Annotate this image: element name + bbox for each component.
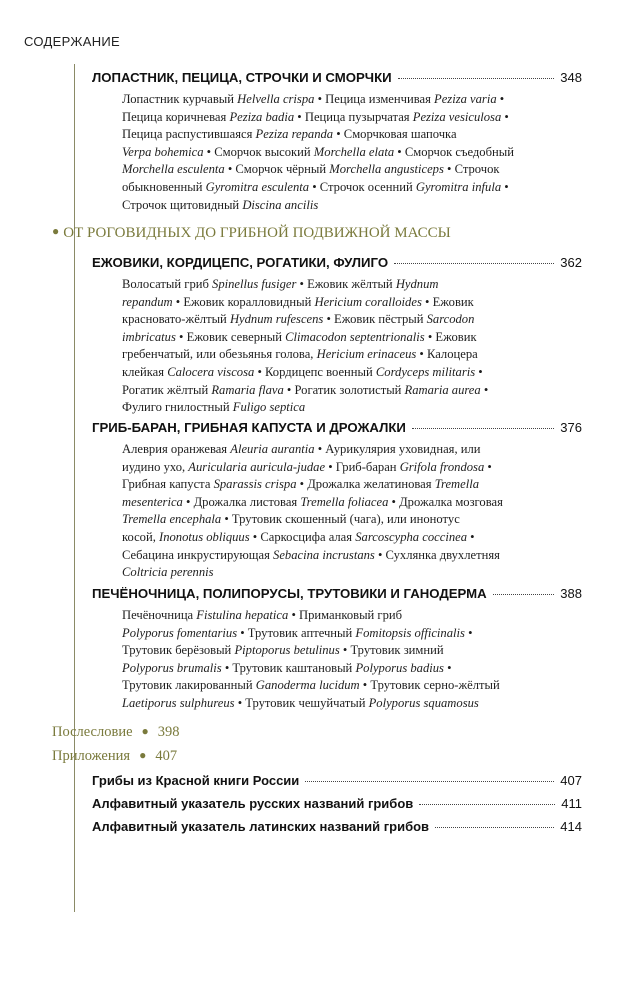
russian-text: Рогатик жёлтый xyxy=(122,382,212,397)
russian-text: обыкновенный xyxy=(122,179,206,194)
latin-name: Morchella angusticeps xyxy=(329,162,444,177)
dot-leader xyxy=(493,594,555,595)
chapter-description xyxy=(122,276,562,417)
chapter-description xyxy=(122,607,562,713)
latin-name: Climacodon septentrionalis xyxy=(285,329,425,344)
russian-text: • xyxy=(480,382,489,397)
description-line xyxy=(122,294,562,312)
russian-text: • Приманковый гриб xyxy=(288,608,403,622)
russian-text: • Строчок xyxy=(443,162,500,177)
description-line xyxy=(122,529,562,547)
appendices-page: 407 xyxy=(155,748,178,764)
russian-text: • Рогатик золотистый xyxy=(283,382,405,397)
description-line xyxy=(122,197,562,215)
latin-name: Inonotus obliquus xyxy=(159,529,250,544)
latin-name: Peziza repanda xyxy=(255,127,334,142)
russian-text: • Дрожалка листовая xyxy=(182,494,301,509)
latin-name: Tremella encephala xyxy=(122,512,222,527)
latin-name: Sarcodon xyxy=(426,312,475,327)
latin-name: Tremella xyxy=(434,477,480,492)
russian-text: иудино ухо, xyxy=(122,459,189,474)
russian-text: Пецица коричневая xyxy=(122,109,230,124)
latin-name: Polyporus badius xyxy=(355,660,444,675)
appendix-title: Алфавитный указатель русских названий грибов xyxy=(92,796,414,811)
russian-text: • xyxy=(501,179,509,194)
russian-text: красновато-жёлтый xyxy=(122,312,230,327)
dot-leader xyxy=(419,804,555,805)
russian-text: • Ежовик коралловидный xyxy=(172,294,315,309)
latin-name: Piptoporus betulinus xyxy=(234,643,340,658)
russian-text: • xyxy=(475,364,483,379)
russian-text: • Трутовик скошенный (чага), или инонотус xyxy=(221,512,460,527)
latin-name: Polyporus squamosus xyxy=(368,695,479,710)
latin-name: Laetiporus sulphureus xyxy=(122,695,235,710)
russian-text: косой, xyxy=(122,529,160,544)
section-title: ОТ РОГОВИДНЫХ ДО ГРИБНОЙ ПОДВИЖНОЙ МАССЫ xyxy=(63,225,451,241)
russian-text: • xyxy=(443,660,452,675)
russian-text: • Кордицепс военный xyxy=(254,364,376,379)
russian-text: • Ежовик пёстрый xyxy=(323,312,427,327)
description-line xyxy=(122,459,562,477)
latin-name: Ramaria flava xyxy=(211,382,284,397)
russian-text: • xyxy=(496,92,505,106)
latin-name: Grifola frondosa xyxy=(399,459,485,474)
russian-text: • Ежовик xyxy=(424,329,477,344)
latin-name: Verpa bohemica xyxy=(122,144,204,159)
russian-text: • Ежовик северный xyxy=(175,329,286,344)
latin-name: Peziza badia xyxy=(229,109,295,124)
russian-text: Лопастник курчавый xyxy=(122,92,238,106)
chapter-title: ПЕЧЁНОЧНИЦА, ПОЛИПОРУСЫ, ТРУТОВИКИ И ГАНОДЕРМА xyxy=(92,586,487,601)
description-line xyxy=(122,494,562,512)
latin-name: Ramaria aurea xyxy=(404,382,481,397)
description-line xyxy=(122,276,562,294)
latin-name: Coltricia perennis xyxy=(122,565,214,580)
latin-name: Fuligo septica xyxy=(232,400,306,415)
latin-name: Tremella foliacea xyxy=(300,494,389,509)
russian-text: Трутовик берёзовый xyxy=(122,643,235,658)
description-line xyxy=(122,126,562,144)
description-line xyxy=(122,695,562,713)
russian-text: Алеврия оранжевая xyxy=(122,442,231,456)
description-line xyxy=(122,179,562,197)
russian-text: • Пецица изменчивая xyxy=(314,92,435,106)
chapter-description xyxy=(122,91,562,214)
russian-text: клейкая xyxy=(122,364,168,379)
chapter-page: 388 xyxy=(560,586,582,601)
description-line xyxy=(122,511,562,529)
chapter-title: ЕЖОВИКИ, КОРДИЦЕПС, РОГАТИКИ, ФУЛИГО xyxy=(92,255,389,270)
description-line xyxy=(122,364,562,382)
russian-text: • Трутовик аптечный xyxy=(237,625,356,640)
toc-afterword[interactable] xyxy=(52,724,180,741)
russian-text: Грибная капуста xyxy=(122,477,214,492)
description-line xyxy=(122,329,562,347)
russian-text: • Строчок осенний xyxy=(309,179,416,194)
russian-text: • Сухлянка двухлетняя xyxy=(374,547,500,562)
description-line xyxy=(122,346,562,364)
latin-name: Cordyceps militaris xyxy=(375,364,476,379)
description-line xyxy=(122,399,562,417)
toc-appendix-russian-index[interactable] xyxy=(92,796,582,811)
section-heading xyxy=(52,224,451,242)
latin-name: Peziza vesiculosa xyxy=(412,109,502,124)
latin-name: Peziza varia xyxy=(434,92,497,106)
description-line xyxy=(122,476,562,494)
appendix-page: 411 xyxy=(561,796,582,811)
dot-leader xyxy=(398,78,555,79)
latin-name: Gyromitra esculenta xyxy=(205,179,310,194)
russian-text: • Калоцера xyxy=(416,347,478,362)
description-line xyxy=(122,677,562,695)
chapter-title: ГРИБ-БАРАН, ГРИБНАЯ КАПУСТА И ДРОЖАЛКИ xyxy=(92,420,406,435)
latin-name: Spinellus fusiger xyxy=(212,277,297,291)
appendix-title: Алфавитный указатель латинских названий грибов xyxy=(92,819,430,834)
chapter-page: 362 xyxy=(560,255,582,270)
toc-chapter-lopastnik[interactable] xyxy=(92,70,582,85)
russian-text: Волосатый гриб xyxy=(122,277,213,291)
afterword-label: Послесловие xyxy=(52,724,133,740)
description-line xyxy=(122,382,562,400)
latin-name: repandum xyxy=(122,294,173,309)
appendices-bullet: ● xyxy=(139,748,147,762)
dot-leader xyxy=(394,263,554,264)
latin-name: Hericium coralloides xyxy=(314,294,422,309)
description-line xyxy=(122,311,562,329)
russian-text: • xyxy=(501,109,509,124)
dot-leader xyxy=(435,827,554,828)
russian-text: • Гриб-баран xyxy=(325,459,400,474)
russian-text: • Сморчок чёрный xyxy=(224,162,330,177)
russian-text: • xyxy=(467,529,475,544)
toc-chapter-pechenochnitsa[interactable] xyxy=(92,586,582,601)
latin-name: Gyromitra infula xyxy=(415,179,502,194)
latin-name: Fomitopsis officinalis xyxy=(355,625,465,640)
latin-name: Helvella crispa xyxy=(237,92,315,106)
toc-chapter-ezhoviki[interactable] xyxy=(92,255,582,270)
latin-name: Sebacina incrustans xyxy=(273,547,375,562)
appendix-page: 414 xyxy=(560,819,582,834)
description-line xyxy=(122,91,562,109)
latin-name: Hydnum rufescens xyxy=(229,312,324,327)
afterword-bullet: ● xyxy=(141,724,149,738)
chapter-description xyxy=(122,441,562,582)
latin-name: Aleuria aurantia xyxy=(230,442,315,456)
toc-appendix-latin-index[interactable] xyxy=(92,819,582,834)
chapter-title: ЛОПАСТНИК, ПЕЦИЦА, СТРОЧКИ И СМОРЧКИ xyxy=(92,70,392,85)
latin-name: mesenterica xyxy=(122,494,183,509)
russian-text: • Трутовик каштановый xyxy=(221,660,356,675)
afterword-page: 398 xyxy=(157,724,180,740)
russian-text: • Сморчок высокий xyxy=(203,144,314,159)
latin-name: Auricularia auricula-judae xyxy=(188,459,326,474)
latin-name: Sarcoscypha coccinea xyxy=(355,529,468,544)
toc-chapter-grib-baran[interactable] xyxy=(92,420,582,435)
chapter-page: 376 xyxy=(560,420,582,435)
russian-text: Себацина инкрустирующая xyxy=(122,547,274,562)
latin-name: Polyporus brumalis xyxy=(122,660,222,675)
appendix-page: 407 xyxy=(560,773,582,788)
chapter-page: 348 xyxy=(560,70,582,85)
russian-text: • Аурикулярия уховидная, или xyxy=(314,442,481,456)
russian-text: • Ежовик жёлтый xyxy=(296,277,396,291)
latin-name: Calocera viscosa xyxy=(167,364,255,379)
appendices-label: Приложения xyxy=(52,748,131,764)
latin-name: Morchella esculenta xyxy=(122,162,225,177)
russian-text: Строчок щитовидный xyxy=(122,197,243,212)
dot-leader xyxy=(412,428,554,429)
description-line xyxy=(122,109,562,127)
latin-name: Ganoderma lucidum xyxy=(255,678,360,693)
russian-text: • Сморчок съедобный xyxy=(394,144,514,159)
description-line xyxy=(122,564,562,582)
latin-name: Hericium erinaceus xyxy=(316,347,417,362)
latin-name: Fistulina hepatica xyxy=(196,608,289,622)
latin-name: Polyporus fomentarius xyxy=(122,625,238,640)
description-line xyxy=(122,607,562,625)
russian-text: • Трутовик зимний xyxy=(339,643,444,658)
description-line xyxy=(122,660,562,678)
section-bullet: ● xyxy=(52,224,60,238)
russian-text: • Саркосцифа алая xyxy=(249,529,356,544)
page-header: СОДЕРЖАНИЕ xyxy=(24,34,121,49)
vertical-rule xyxy=(74,64,75,912)
latin-name: Sparassis crispa xyxy=(213,477,297,492)
latin-name: Discina ancilis xyxy=(242,197,319,212)
latin-name: imbricatus xyxy=(122,329,176,344)
russian-text: • Ежовик xyxy=(421,294,474,309)
russian-text: • Пецица пузырчатая xyxy=(294,109,413,124)
russian-text: • Дрожалка желатиновая xyxy=(296,477,435,492)
russian-text: • Трутовик серно-жёлтый xyxy=(359,678,500,693)
appendix-title: Грибы из Красной книги России xyxy=(92,773,300,788)
latin-name: Hydnum xyxy=(395,277,439,291)
toc-appendices[interactable] xyxy=(52,748,177,765)
description-line xyxy=(122,625,562,643)
russian-text: Печёночница xyxy=(122,608,197,622)
russian-text: • Дрожалка мозговая xyxy=(388,494,503,509)
russian-text: Фулиго гнилостный xyxy=(122,400,233,415)
toc-appendix-red-book[interactable] xyxy=(92,773,582,788)
description-line xyxy=(122,642,562,660)
russian-text: • xyxy=(464,625,473,640)
russian-text: Пецица распустившаяся xyxy=(122,127,256,142)
russian-text: Трутовик лакированный xyxy=(122,678,256,693)
description-line xyxy=(122,441,562,459)
latin-name: Morchella elata xyxy=(313,144,395,159)
dot-leader xyxy=(305,781,554,782)
description-line xyxy=(122,547,562,565)
russian-text: • Трутовик чешуйчатый xyxy=(234,695,369,710)
russian-text: • xyxy=(484,459,492,474)
description-line xyxy=(122,144,562,162)
russian-text: гребенчатый, или обезьянья голова, xyxy=(122,347,317,362)
russian-text: • Сморчковая шапочка xyxy=(333,127,457,142)
description-line xyxy=(122,161,562,179)
